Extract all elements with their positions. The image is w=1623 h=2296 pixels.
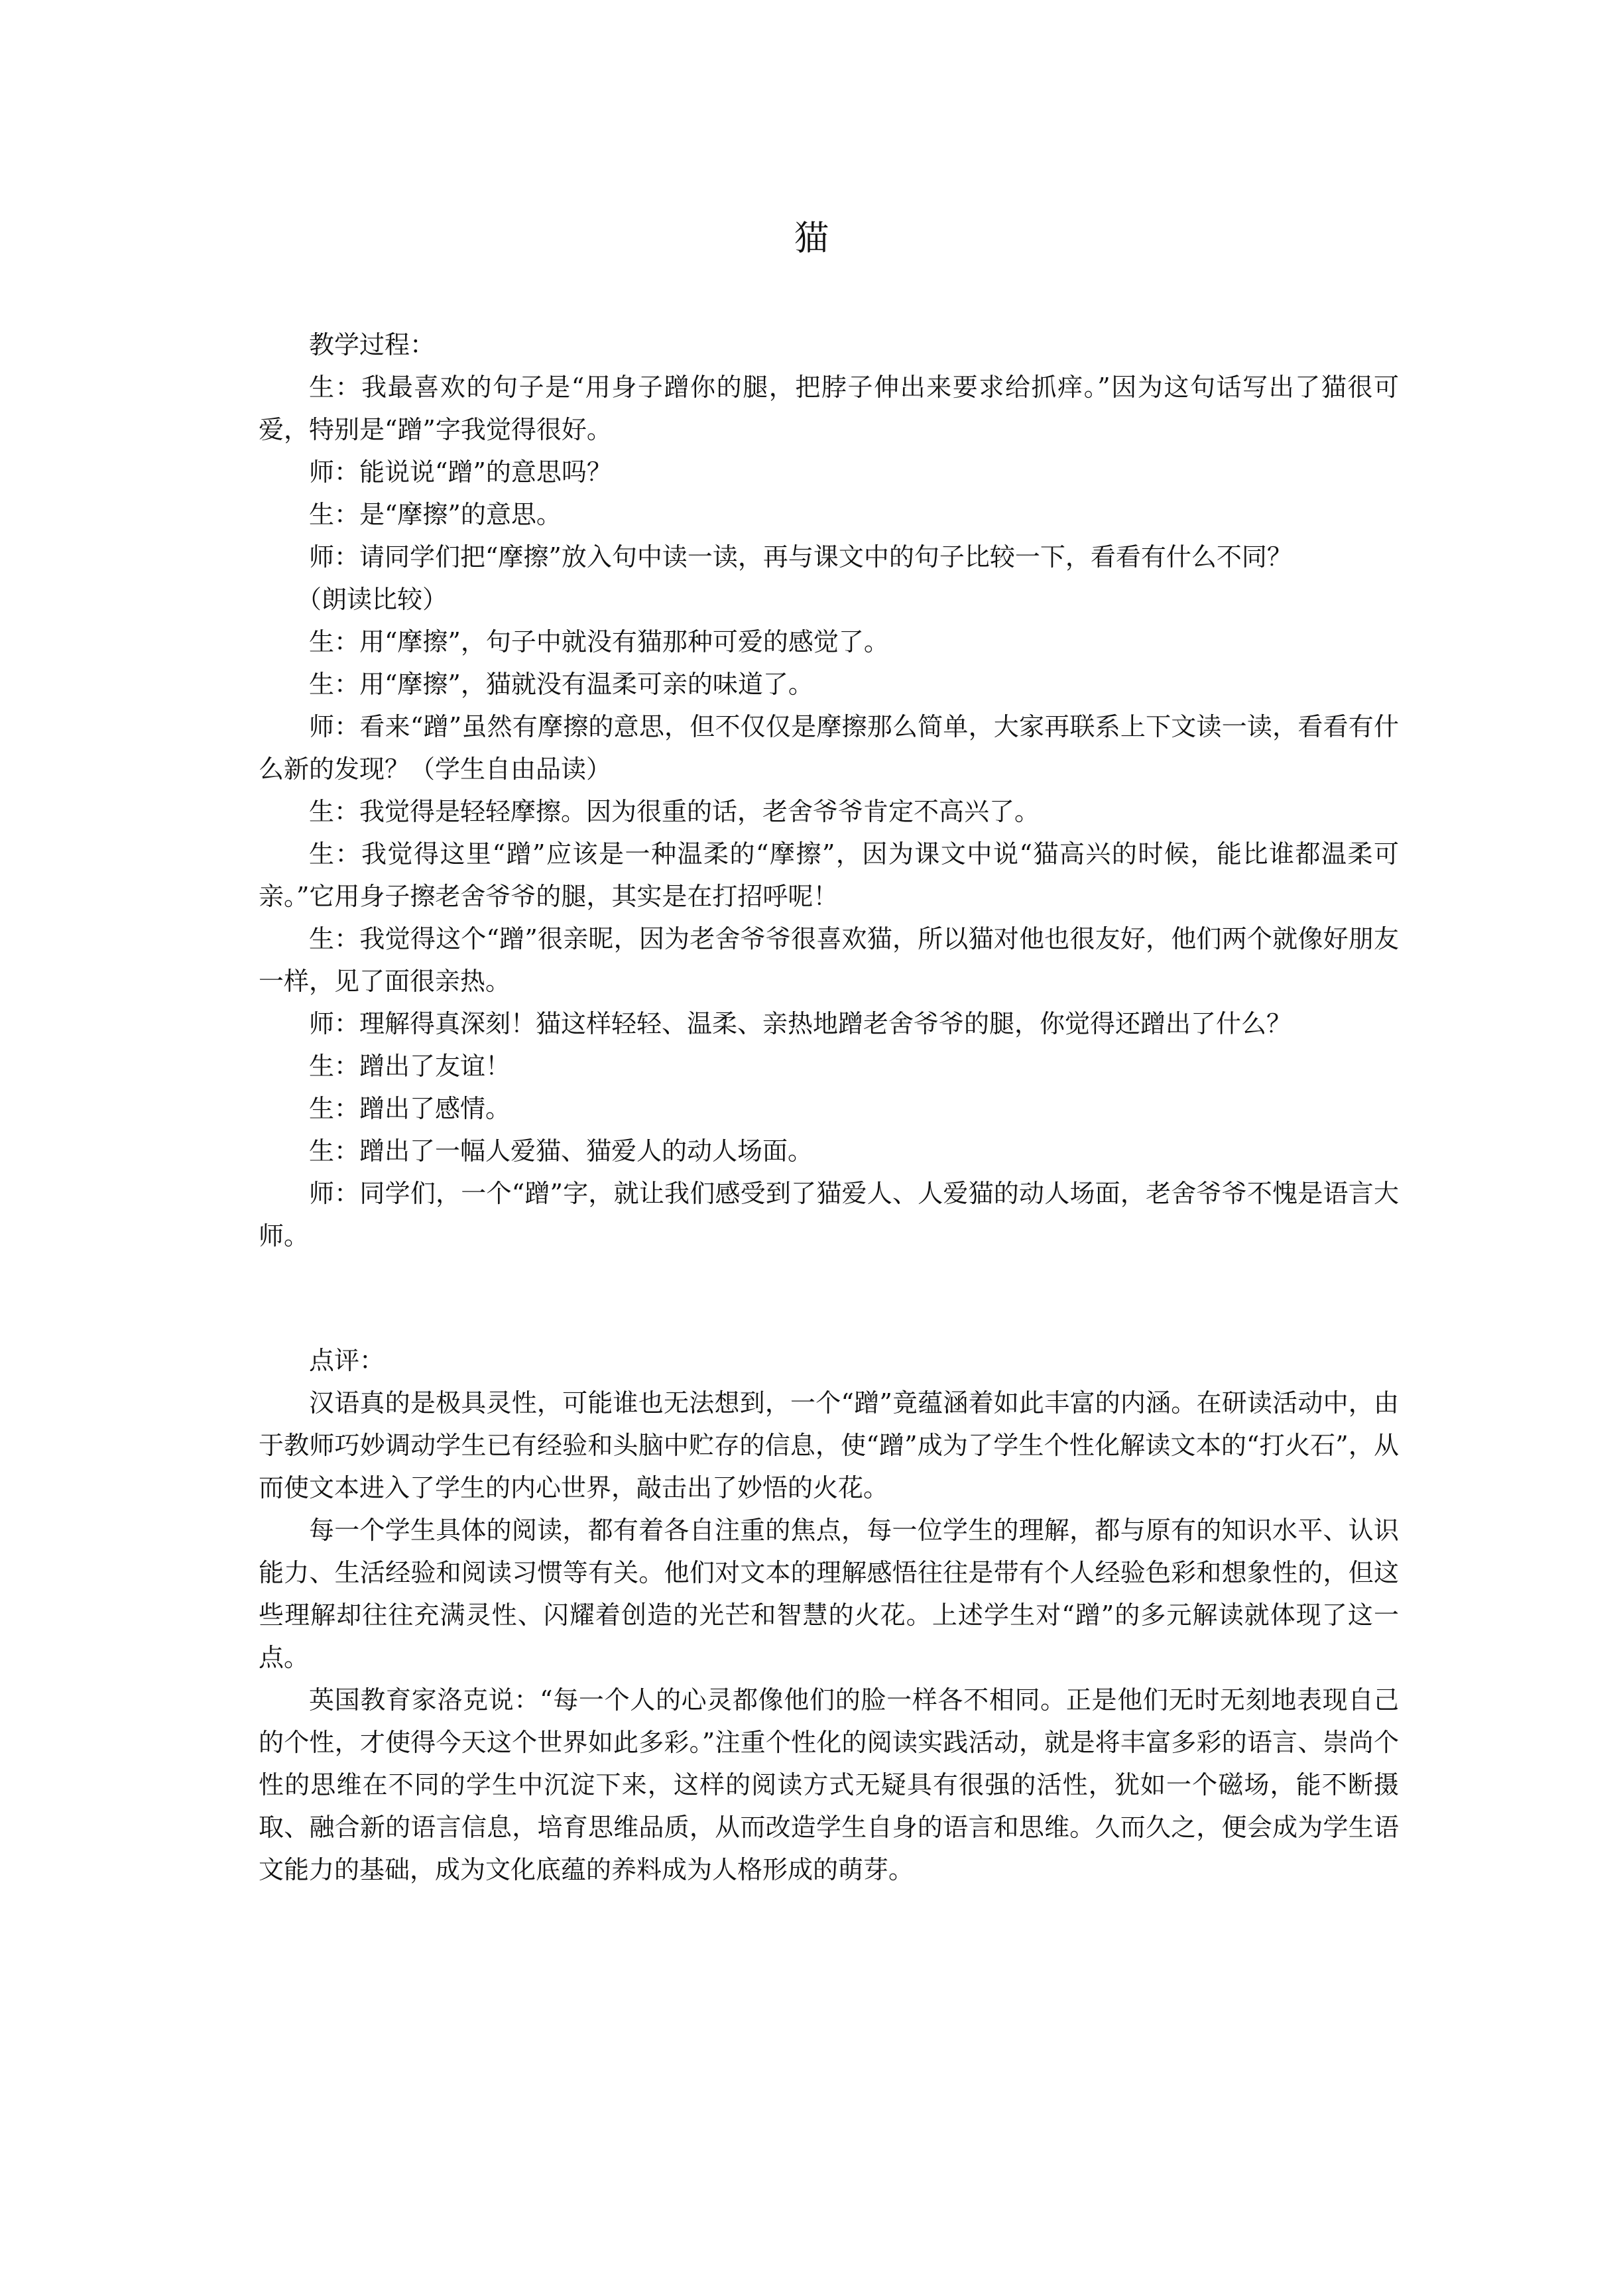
dialogue-paragraph: 生：用“摩擦”，猫就没有温柔可亲的味道了。 <box>309 670 813 699</box>
section-heading-commentary: 点评： <box>309 1346 385 1375</box>
dialogue-paragraph: 师：理解得真深刻！猫这样轻轻、温柔、亲热地蹭老舍爷爷的腿，你觉得还蹭出了什么？ <box>309 1009 1292 1038</box>
dialogue-paragraph: 生：是“摩擦”的意思。 <box>309 500 562 529</box>
section-spacer <box>259 1257 1399 1339</box>
dialogue-paragraph: 生：蹭出了友谊！ <box>309 1052 511 1081</box>
document-title: 猫 <box>794 219 829 259</box>
commentary-paragraph: 每一个学生具体的阅读，都有着各自注重的焦点，每一位学生的理解，都与原有的知识水平、认识能力、生活经验和阅读习惯等有关。他们对文本的理解感悟往往是带有个人经验色彩和想象性的，但这些理解却往往充满灵性、闪耀着创造的光芒和智慧的火花。上述学生对“蹭”的多元解读就体现了这一点。 <box>259 1516 1399 1672</box>
dialogue-paragraph: 生：蹭出了感情。 <box>309 1094 511 1123</box>
dialogue-paragraph: 生：我最喜欢的句子是“用身子蹭你的腿，把脖子伸出来要求给抓痒。”因为这句话写出了猫很可爱，特别是“蹭”字我觉得很好。 <box>259 373 1399 444</box>
dialogue-paragraph: 生：我觉得这个“蹭”很亲昵，因为老舍爷爷很喜欢猫，所以猫对他也很友好，他们两个就像好朋友一样，见了面很亲热。 <box>259 924 1399 996</box>
document-body <box>259 324 1399 1891</box>
commentary-paragraph: 英国教育家洛克说：“每一个人的心灵都像他们的脸一样各不相同。正是他们无时无刻地表现自己的个性，才使得今天这个世界如此多彩。”注重个性化的阅读实践活动，就是将丰富多彩的语言、崇尚个性的思维在不同的学生中沉淀下来，这样的阅读方式无疑具有很强的活性，犹如一个磁场，能不断摄取、融合新的语言信息，培育思维品质，从而改造学生自身的语言和思维。久而久之，便会成为学生语文能力的基础，成为文化底蕴的养料成为人格形成的萌芽。 <box>259 1685 1399 1884</box>
dialogue-paragraph: 师：同学们，一个“蹭”字，就让我们感受到了猫爱人、人爱猫的动人场面，老舍爷爷不愧是语言大师。 <box>259 1179 1399 1250</box>
dialogue-paragraph: 师：请同学们把“摩擦”放入句中读一读，再与课文中的句子比较一下，看看有什么不同？ <box>309 542 1292 572</box>
commentary-paragraph: 汉语真的是极具灵性，可能谁也无法想到，一个“蹭”竟蕴涵着如此丰富的内涵。在研读活动中，由于教师巧妙调动学生已有经验和头脑中贮存的信息，使“蹭”成为了学生个性化解读文本的“打火石”，从而使文本进入了学生的内心世界，敲击出了妙悟的火花。 <box>259 1388 1399 1502</box>
dialogue-paragraph: 生：蹭出了一幅人爱猫、猫爱人的动人场面。 <box>309 1136 813 1166</box>
dialogue-paragraph: 师：看来“蹭”虽然有摩擦的意思，但不仅仅是摩擦那么简单，大家再联系上下文读一读，看看有什么新的发现？（学生自由品读） <box>259 712 1399 784</box>
section-heading-teaching-process: 教学过程： <box>309 330 436 359</box>
stage-note: （朗读比较） <box>296 585 448 614</box>
dialogue-paragraph: 生：我觉得这里“蹭”应该是一种温柔的“摩擦”，因为课文中说“猫高兴的时候，能比谁都温柔可亲。”它用身子擦老舍爷爷的腿，其实是在打招呼呢！ <box>259 839 1399 911</box>
dialogue-paragraph: 生：用“摩擦”，句子中就没有猫那种可爱的感觉了。 <box>309 627 889 656</box>
dialogue-paragraph: 生：我觉得是轻轻摩擦。因为很重的话，老舍爷爷肯定不高兴了。 <box>309 797 1040 826</box>
dialogue-paragraph: 师：能说说“蹭”的意思吗？ <box>309 457 612 487</box>
